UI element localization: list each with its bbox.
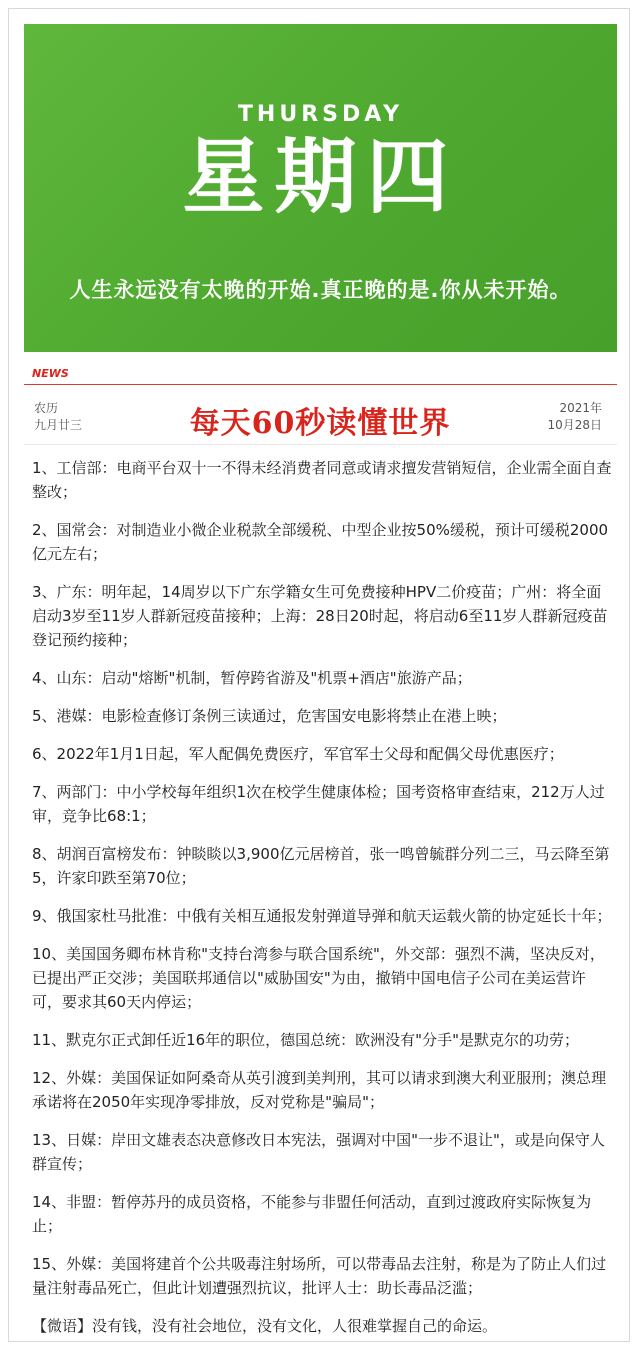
- news-item: 13、日媒：岸田文雄表态决意修改日本宪法，强调对中国"一步不退让"，或是向保守人群宣传；: [32, 1131, 605, 1173]
- news-item: 9、俄国家杜马批准：中俄有关相互通报发射弹道导弹和航天运载火箭的协定延长十年；: [32, 907, 612, 925]
- news-item: 15、外媒：美国将建首个公共吸毒注射场所，可以带毒品去注射，称是为了防止人们过量注射毒品死亡，但此计划遭强烈抗议，批评人士：助长毒品泛滥；: [32, 1255, 607, 1297]
- lunar-label: 农历: [34, 401, 59, 415]
- news-divider: [24, 384, 617, 385]
- date-day: 10月28日: [547, 418, 602, 432]
- news-item: 12、外媒：美国保证如阿桑奇从英引渡到美判刑，其可以请求到澳大利亚服刑；澳总理承诺将在2050年实现净零排放，反对党称是"骗局"；: [32, 1069, 607, 1111]
- news-item: 1、工信部：电商平台双十一不得未经消费者同意或请求擅发营销短信，企业需全面自查整改；: [32, 459, 612, 501]
- news-item: 11、默克尔正式卸任近16年的职位，德国总统：欧洲没有"分手"是默克尔的功劳；: [32, 1031, 579, 1049]
- news-item: 5、港媒：电影检查修订条例三读通过，危害国安电影将禁止在港上映；: [32, 707, 507, 725]
- news-tag: NEWS: [32, 367, 69, 380]
- weekday-english: THURSDAY: [237, 102, 404, 127]
- news-item: 14、非盟：暂停苏丹的成员资格，不能参与非盟任何活动，直到过渡政府实际恢复为止；: [32, 1193, 592, 1235]
- news-list: [32, 456, 612, 1338]
- header-banner: [24, 24, 617, 352]
- news-item: 4、山东：启动"熔断"机制，暂停跨省游及"机票+酒店"旅游产品；: [32, 669, 472, 687]
- news-item: 2、国常会：对制造业小微企业税款全部缓税、中型企业按50%缓税，预计可缓税2000亿元左右；: [32, 521, 609, 563]
- calendar-date: [547, 400, 602, 434]
- weekday-chinese: 星期四: [182, 130, 459, 225]
- page-title: 每天60秒读懂世界: [189, 406, 451, 441]
- news-item: 10、美国国务卿布林肯称"支持台湾参与联合国系统"，外交部：强烈不满，坚决反对，已提出严正交涉；美国联邦通信以"威胁国安"为由，撤销中国电信子公司在美运营许可，要求其60天内停运；: [32, 945, 605, 1011]
- news-item: 8、胡润百富榜发布：钟睒睒以3,900亿元居榜首，张一鸣曾毓群分列二三，马云降至第5，许家印跌至第70位；: [32, 845, 610, 887]
- news-item: 6、2022年1月1日起，军人配偶免费医疗，军官军士父母和配偶父母优惠医疗；: [32, 745, 564, 763]
- news-item: 3、广东：明年起，14周岁以下广东学籍女生可免费接种HPV二价疫苗；广州：将全面启动3岁至11岁人群新冠疫苗接种；上海：28日20时起，将启动6至11岁人群新冠疫苗登记预约接种；: [32, 583, 608, 649]
- lunar-day: 九月廿三: [34, 418, 83, 432]
- daily-quote: 【微语】没有钱，没有社会地位，没有文化，人很难掌握自己的命运。: [32, 1317, 498, 1335]
- news-item: 7、两部门：中小学校每年组织1次在校学生健康体检；国考资格审查结束，212万人过审，竞争比68:1；: [32, 783, 605, 825]
- header-divider: [24, 444, 617, 445]
- date-year: 2021年: [559, 401, 602, 415]
- motto-text: 人生永远没有太晚的开始.真正晚的是.你从未开始。: [69, 278, 572, 302]
